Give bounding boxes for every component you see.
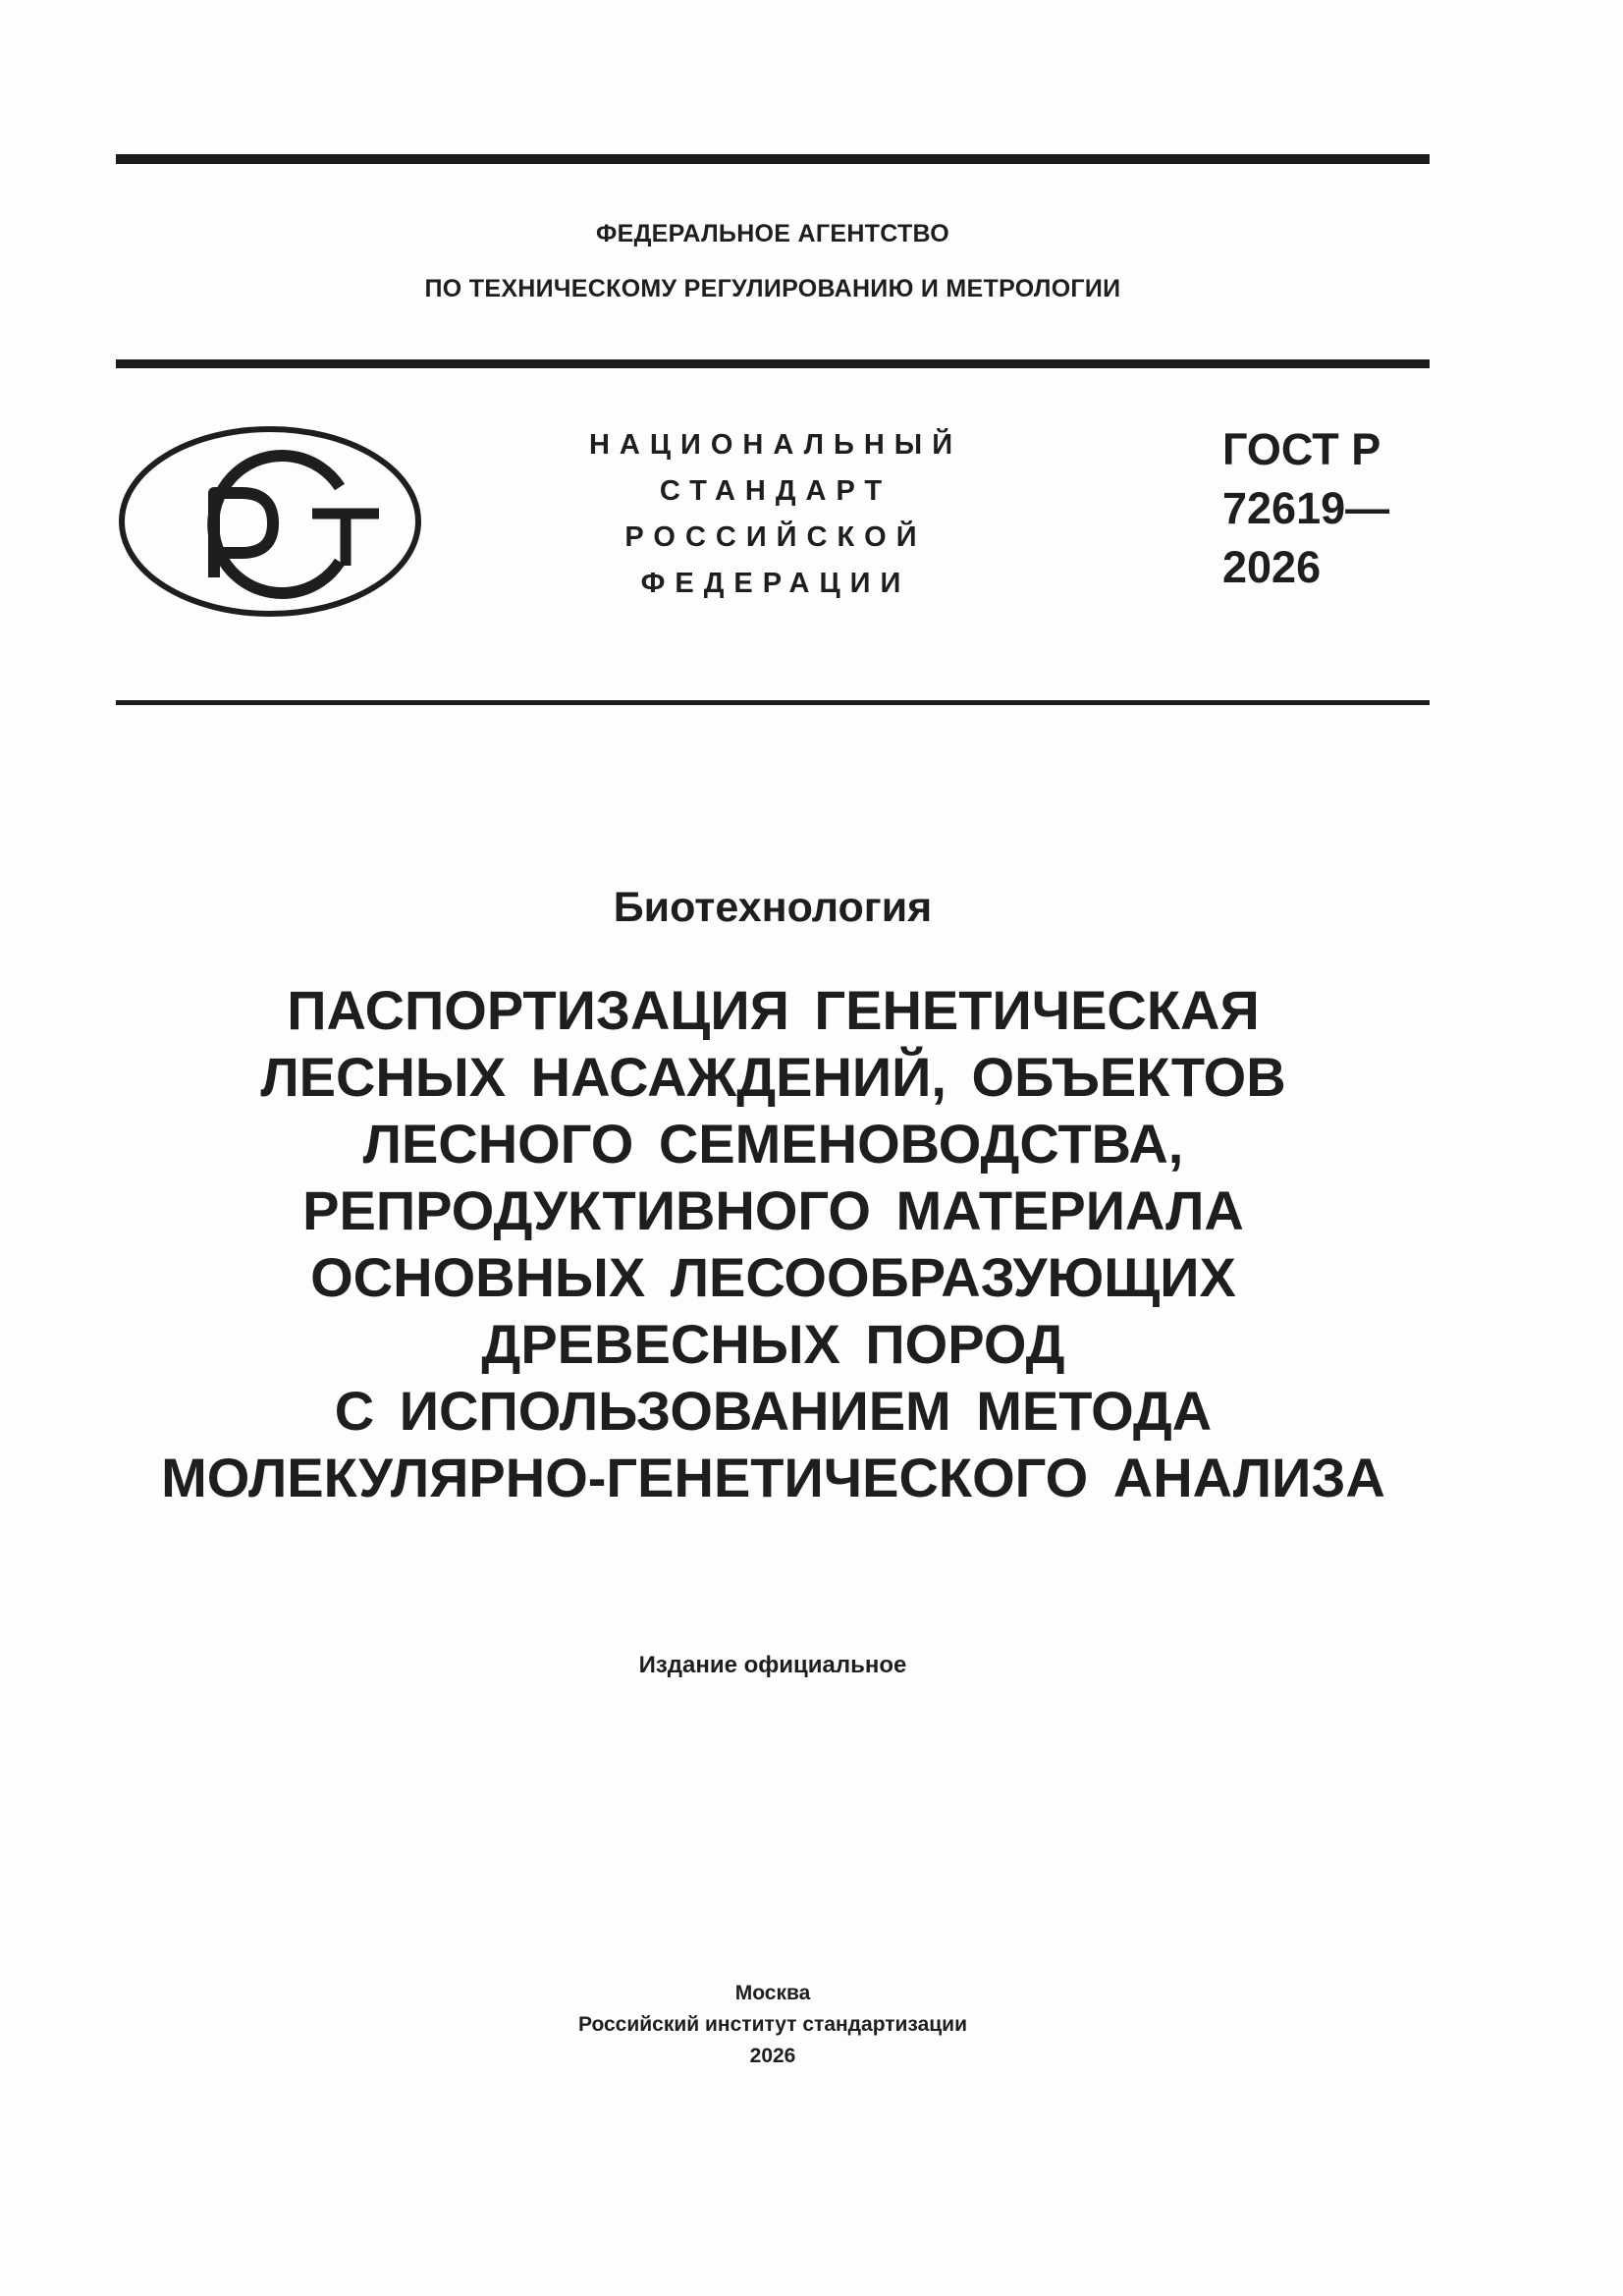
standard-type-line: НАЦИОНАЛЬНЫЙ bbox=[588, 429, 963, 461]
header-divider bbox=[116, 359, 1430, 368]
national-standard-label bbox=[550, 422, 1001, 607]
designation-line: ГОСТ Р bbox=[1222, 424, 1381, 474]
imprint-publisher: Российский институт стандартизации bbox=[577, 2013, 968, 2036]
standard-type-line: СТАНДАРТ bbox=[659, 475, 893, 507]
title-line: ЛЕСНОГО СЕМЕНОВОДСТВА, bbox=[362, 1113, 1184, 1175]
standard-designation bbox=[1222, 420, 1429, 597]
title-line: РЕПРОДУКТИВНОГО МАТЕРИАЛА bbox=[302, 1179, 1244, 1241]
imprint bbox=[116, 1978, 1430, 2072]
top-divider bbox=[116, 154, 1430, 164]
standard-type-line: ФЕДЕРАЦИИ bbox=[640, 568, 911, 599]
official-edition-label: Издание официальное bbox=[638, 1652, 907, 1678]
title-line: ДРЕВЕСНЫХ ПОРОД bbox=[481, 1313, 1065, 1375]
agency-name-line-1: ФЕДЕРАЛЬНОЕ АГЕНТСТВО bbox=[595, 220, 950, 247]
designation-line: 2026 bbox=[1222, 542, 1322, 592]
title-block-divider bbox=[116, 700, 1430, 705]
title-line: МОЛЕКУЛЯРНО-ГЕНЕТИЧЕСКОГО АНАЛИЗА bbox=[161, 1447, 1385, 1508]
agency-name-line-2: ПО ТЕХНИЧЕСКОМУ РЕГУЛИРОВАНИЮ И МЕТРОЛОГИИ bbox=[424, 275, 1121, 302]
rst-certification-mark-icon bbox=[116, 422, 425, 621]
title-line: ОСНОВНЫХ ЛЕСООБРАЗУЮЩИХ bbox=[310, 1246, 1236, 1308]
standard-type-line: РОССИЙСКОЙ bbox=[624, 521, 927, 553]
title-line: ЛЕСНЫХ НАСАЖДЕНИЙ, ОБЪЕКТОВ bbox=[260, 1046, 1286, 1108]
subject-heading: Биотехнология bbox=[613, 884, 933, 931]
imprint-city: Москва bbox=[734, 1982, 811, 2004]
title-line: ПАСПОРТИЗАЦИЯ ГЕНЕТИЧЕСКАЯ bbox=[287, 979, 1260, 1041]
imprint-year: 2026 bbox=[749, 2045, 796, 2067]
designation-line: 72619— bbox=[1222, 483, 1390, 533]
document-title bbox=[98, 977, 1448, 1511]
title-line: С ИСПОЛЬЗОВАНИЕМ МЕТОДА bbox=[334, 1380, 1213, 1442]
